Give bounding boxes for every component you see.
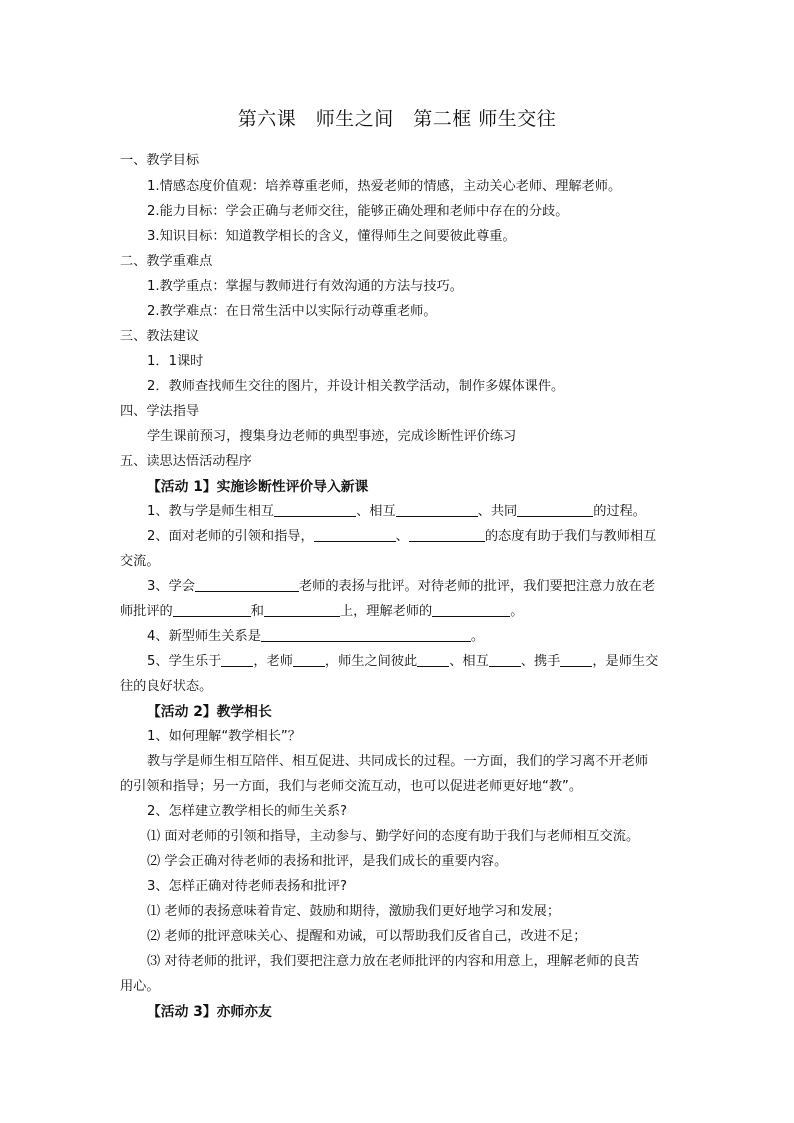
question-text: 、共同 bbox=[477, 504, 518, 519]
question-text: 3、怎样正确对待老师表扬和批评? bbox=[147, 879, 348, 894]
answer-text: ⑶ 对待老师的批评，我们要把注意力放在老师批评的内容和用意上，理解老师的良苦 bbox=[147, 954, 640, 969]
answer-text: 教与学是师生相互陪伴、相互促进、共同成长的过程。一方面，我们的学习离不开老师 bbox=[147, 754, 649, 769]
fill-question-1 bbox=[147, 503, 646, 521]
question-text: 、携手 bbox=[520, 654, 561, 669]
fill-question-3-continued bbox=[120, 603, 523, 621]
question-text: 和 bbox=[250, 604, 264, 619]
question-text: 3、学会 bbox=[147, 579, 195, 594]
answer-blank[interactable] bbox=[417, 653, 449, 667]
question-text: ，师生之间彼此 bbox=[324, 654, 418, 669]
activity-1-title: 【活动 1】实施诊断性评价导入新课 bbox=[147, 479, 369, 495]
activity-2-title: 【活动 2】教学相长 bbox=[147, 704, 272, 720]
answer-text: ⑴ 老师的表扬意味着肯定、鼓励和期待，激励我们更好地学习和发展； bbox=[147, 904, 561, 919]
goal-item: 1.情感态度价值观：培养尊重老师，热爱老师的情感，主动关心老师、理解老师。 bbox=[147, 179, 622, 194]
question-text: 。 bbox=[470, 629, 485, 644]
answer-blank[interactable] bbox=[173, 603, 251, 617]
question-text: 2、面对老师的引领和指导， bbox=[147, 529, 314, 544]
question-text: 的过程。 bbox=[593, 504, 646, 519]
method-item: 2．教师查找师生交往的图片，并设计相关教学活动，制作多媒体课件。 bbox=[147, 379, 565, 394]
activity-3-title: 【活动 3】亦师亦友 bbox=[147, 1004, 272, 1020]
question-text: 师批评的 bbox=[120, 604, 173, 619]
answer-blank[interactable] bbox=[560, 653, 592, 667]
answer-blank[interactable] bbox=[264, 603, 340, 617]
answer-blank[interactable] bbox=[314, 528, 396, 542]
section-heading-goals: 一、教学目标 bbox=[120, 153, 200, 168]
fill-question-5 bbox=[147, 653, 658, 671]
answer-blank[interactable] bbox=[517, 503, 593, 517]
answer-blank[interactable] bbox=[261, 628, 471, 642]
answer-text: 的引领和指导；另一方面，我们与老师交流互动，也可以促进老师更好地“教”。 bbox=[120, 779, 583, 794]
question-text: 1、教与学是师生相互 bbox=[147, 504, 275, 519]
question-text-continued: 交流。 bbox=[120, 554, 160, 569]
question-text: 的态度有助于我们与教师相互 bbox=[484, 529, 657, 544]
answer-blank[interactable] bbox=[274, 503, 356, 517]
section-heading-study-guide: 四、学法指导 bbox=[120, 404, 200, 419]
question-text: 老师的表扬与批评。对待老师的批评，我们要把注意力放在老 bbox=[298, 579, 656, 594]
question-text: 、 bbox=[395, 529, 409, 544]
question-text: ，是师生交 bbox=[592, 654, 659, 669]
page-title: 第六课 师生之间 第二框 师生交往 bbox=[237, 108, 557, 130]
question-text: 上，理解老师的 bbox=[339, 604, 433, 619]
answer-text: ⑵ 学会正确对待老师的表扬和批评，是我们成长的重要内容。 bbox=[147, 854, 508, 869]
answer-blank[interactable] bbox=[195, 578, 299, 592]
question-text: 5、学生乐于 bbox=[147, 654, 222, 669]
question-text: 、相互 bbox=[356, 504, 396, 519]
goal-item: 3.知识目标：知道教学相长的含义，懂得师生之间要彼此尊重。 bbox=[147, 229, 516, 244]
answer-text: ⑵ 老师的批评意味关心、提醒和劝诫，可以帮助我们反省自己，改进不足； bbox=[147, 929, 587, 944]
question-text: 。 bbox=[510, 604, 524, 619]
answer-blank[interactable] bbox=[293, 653, 325, 667]
answer-blank[interactable] bbox=[409, 528, 485, 542]
fill-question-2 bbox=[147, 528, 656, 546]
question-text-continued: 往的良好状态。 bbox=[120, 679, 213, 694]
goal-item: 2.能力目标：学会正确与老师交往，能够正确处理和老师中存在的分歧。 bbox=[147, 204, 569, 219]
key-point-item: 2.教学难点：在日常生活中以实际行动尊重老师。 bbox=[147, 304, 437, 319]
question-text: 1、如何理解“教学相长”？ bbox=[147, 729, 301, 744]
method-item: 1．1课时 bbox=[147, 354, 204, 369]
section-heading-method: 三、教法建议 bbox=[120, 329, 200, 344]
answer-blank[interactable] bbox=[396, 503, 478, 517]
section-heading-activities: 五、读思达悟活动程序 bbox=[120, 454, 252, 469]
fill-question-3 bbox=[147, 578, 655, 596]
answer-blank[interactable] bbox=[432, 603, 510, 617]
question-text: 4、新型师生关系是 bbox=[147, 629, 261, 644]
key-point-item: 1.教学重点：掌握与教师进行有效沟通的方法与技巧。 bbox=[147, 279, 463, 294]
fill-question-4 bbox=[147, 628, 484, 646]
question-text: 2、怎样建立教学相长的师生关系? bbox=[147, 804, 348, 819]
answer-text: 用心。 bbox=[120, 979, 160, 994]
answer-text: ⑴ 面对老师的引领和指导，主动参与、勤学好问的态度有助于我们与老师相互交流。 bbox=[147, 829, 640, 844]
answer-blank[interactable] bbox=[221, 653, 253, 667]
answer-blank[interactable] bbox=[489, 653, 521, 667]
section-heading-key-points: 二、教学重难点 bbox=[120, 254, 213, 269]
question-text: ，老师 bbox=[253, 654, 293, 669]
question-text: 、相互 bbox=[449, 654, 489, 669]
study-guide-text: 学生课前预习，搜集身边老师的典型事迹，完成诊断性评价练习 bbox=[147, 429, 517, 444]
